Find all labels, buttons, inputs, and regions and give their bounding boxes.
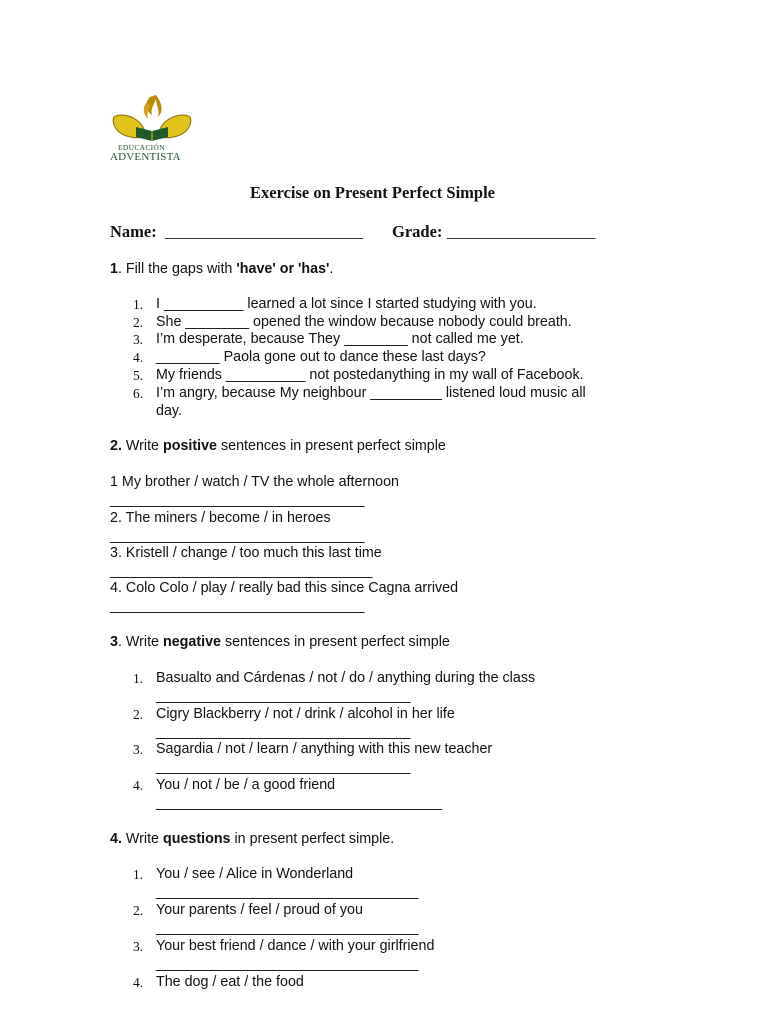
- s1-item-5-number: 5.: [133, 368, 144, 383]
- logo-line-2: ADVENTISTA: [110, 151, 181, 163]
- section-1-number: 1: [110, 261, 118, 277]
- section-3-instruction-pre: . Write: [117, 634, 163, 650]
- s1-item-4: ________ Paola gone out to dance these last days?: [156, 349, 486, 365]
- s2-item-1-answer-line: ________________________________: [110, 492, 365, 508]
- s4-item-3-number: 3.: [133, 939, 144, 954]
- s1-item-4-number: 4.: [133, 350, 144, 365]
- section-2-instruction-pre: Write: [121, 438, 163, 454]
- s2-item-2-answer-line: ________________________________: [110, 528, 365, 544]
- s2-item-3-answer-line: _________________________________: [110, 563, 373, 579]
- section-2-heading: [110, 438, 446, 454]
- s1-item-6-number: 6.: [133, 386, 144, 401]
- section-4-emphasis: questions: [162, 831, 231, 847]
- s4-item-3-answer-line: _________________________________: [156, 956, 419, 972]
- s1-item-2: She ________ opened the window because nobody could breath.: [156, 314, 572, 330]
- section-3-number: 3: [110, 634, 118, 650]
- logo-line-1: EDUCACIÓN: [118, 143, 165, 152]
- section-2-number: 2.: [110, 438, 122, 454]
- s3-item-3-number: 3.: [133, 742, 144, 757]
- grade-label: Grade:: [392, 222, 443, 241]
- name-blank: ________________________: [165, 222, 363, 241]
- s1-item-3: I’m desperate, because They ________ not called me yet.: [156, 331, 524, 347]
- s3-item-4-answer-line: ____________________________________: [156, 795, 443, 811]
- s4-item-3: Your best friend / dance / with your girlfriend: [156, 938, 435, 954]
- s3-item-1-answer-line: ________________________________: [156, 688, 411, 704]
- s1-item-3-number: 3.: [133, 332, 144, 347]
- section-4-instruction-pre: Write: [121, 831, 163, 847]
- s4-item-4: The dog / eat / the food: [156, 974, 304, 990]
- s3-item-1: Basualto and Cárdenas / not / do / anything during the class: [156, 670, 536, 686]
- s3-item-2-answer-line: ________________________________: [156, 724, 411, 740]
- section-1-heading: [110, 261, 333, 277]
- page-title: Exercise on Present Perfect Simple: [250, 183, 495, 202]
- s2-item-4: 4. Colo Colo / play / really bad this since Cagna arrived: [110, 580, 459, 596]
- s1-item-2-number: 2.: [133, 315, 144, 330]
- s1-item-6: I’m angry, because My neighbour _________ listened loud music all: [156, 385, 586, 401]
- section-2-emphasis: positive: [162, 438, 218, 454]
- s1-item-1: I __________ learned a lot since I started studying with you.: [156, 296, 537, 312]
- school-logo: [110, 93, 196, 163]
- s4-item-1: You / see / Alice in Wonderland: [156, 866, 354, 882]
- s4-item-2-answer-line: _________________________________: [156, 920, 419, 936]
- s3-item-3-answer-line: ________________________________: [156, 759, 411, 775]
- s4-item-4-number: 4.: [133, 975, 144, 990]
- s4-item-2-number: 2.: [133, 903, 144, 918]
- s2-item-1: 1 My brother / watch / TV the whole afternoon: [110, 474, 400, 490]
- s1-item-1-number: 1.: [133, 297, 144, 312]
- s2-item-2: 2. The miners / become / in heroes: [110, 510, 331, 526]
- s4-item-1-answer-line: _________________________________: [156, 884, 419, 900]
- s3-item-2-number: 2.: [133, 707, 144, 722]
- s1-item-6-continued: day.: [156, 403, 182, 419]
- name-label: Name:: [110, 222, 157, 241]
- section-3-instruction-post: sentences in present perfect simple: [220, 634, 450, 650]
- section-1-period: .: [329, 261, 334, 277]
- s4-item-2: Your parents / feel / proud of you: [156, 902, 363, 918]
- grade-blank: __________________: [447, 222, 596, 241]
- section-3-emphasis: negative: [162, 634, 221, 650]
- s3-item-4-number: 4.: [133, 778, 144, 793]
- section-1-instruction: . Fill the gaps with: [117, 261, 237, 277]
- section-4-instruction-post: in present perfect simple.: [230, 831, 395, 847]
- section-4-number: 4.: [110, 831, 122, 847]
- section-4-heading: [110, 831, 394, 847]
- section-1-emphasis: 'have' or 'has': [236, 261, 330, 277]
- s3-item-4: You / not / be / a good friend: [156, 777, 336, 793]
- s3-item-1-number: 1.: [133, 671, 144, 686]
- s1-item-5: My friends __________ not postedanything in my wall of Facebook.: [156, 367, 584, 383]
- s3-item-2: Cigry Blackberry / not / drink / alcohol in her life: [156, 706, 455, 722]
- s3-item-3: Sagardia / not / learn / anything with this new teacher: [156, 741, 493, 757]
- section-2-instruction-post: sentences in present perfect simple: [217, 438, 446, 454]
- section-3-heading: [110, 634, 450, 650]
- s4-item-1-number: 1.: [133, 867, 144, 882]
- s2-item-4-answer-line: ________________________________: [110, 598, 365, 614]
- s2-item-3: 3. Kristell / change / too much this last time: [110, 545, 382, 561]
